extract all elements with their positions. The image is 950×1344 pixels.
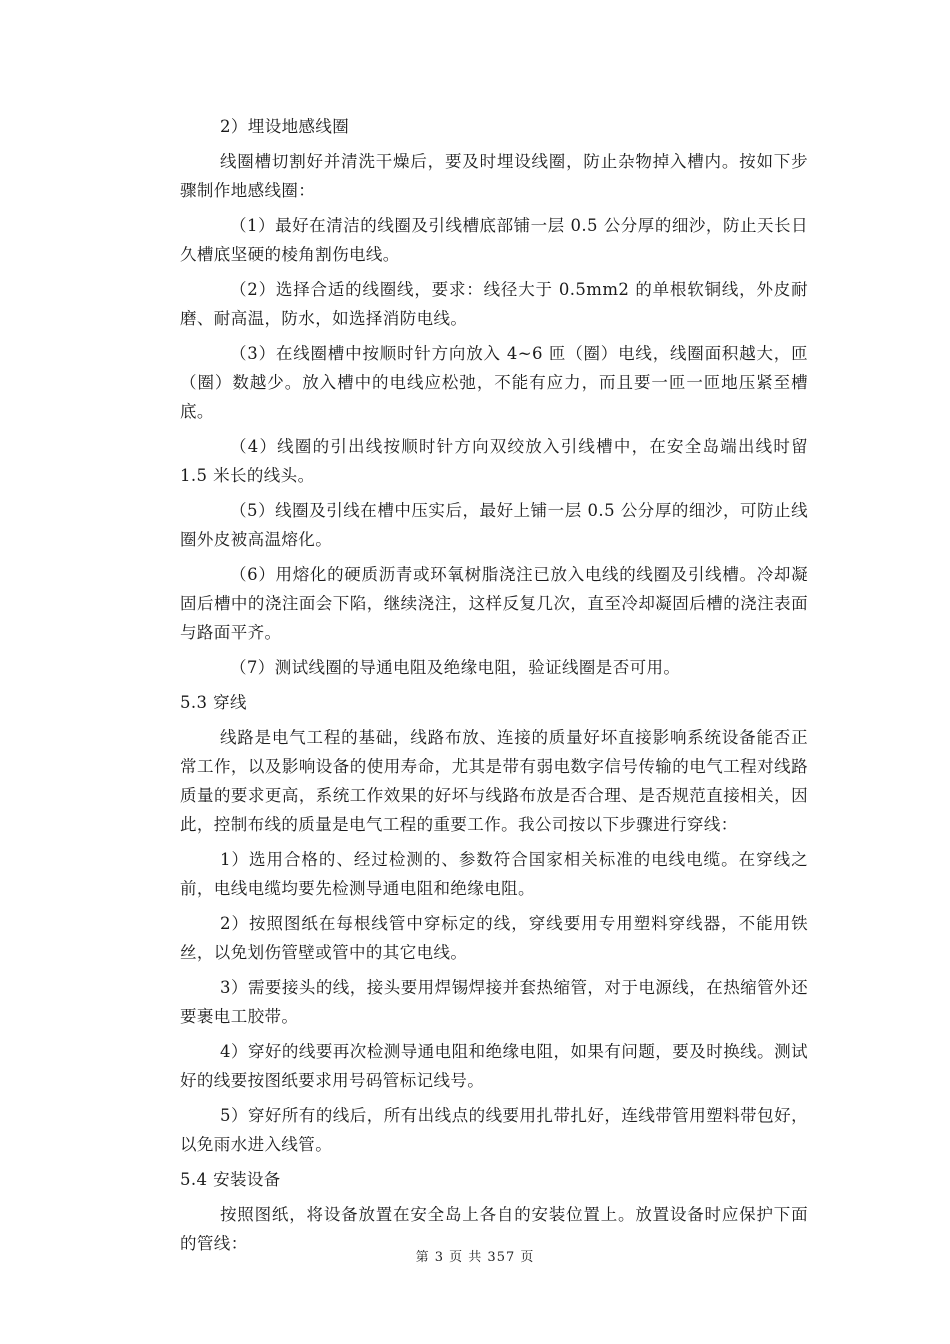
paragraph: 线路是电气工程的基础，线路布放、连接的质量好坏直接影响系统设备能否正常工作，以及影响设备的使用寿命，尤其是带有弱电数字信号传输的电气工程对线路质量的要求更高，系统工作效果的好坏与线路布放是否合理、是否规范直接相关，因此，控制布线的质量是电气工程的重要工作。我公司按以下步骤进行穿线： bbox=[180, 728, 808, 834]
list-item: 2）按照图纸在每根线管中穿标定的线，穿线要用专用塑料穿线器，不能用铁丝，以免划伤管壁或管中的其它电线。 bbox=[180, 914, 808, 962]
list-item: （4）线圈的引出线按顺时针方向双绞放入引线槽中，在安全岛端出线时留 1.5 米长的线头。 bbox=[180, 437, 808, 485]
list-item: 5）穿好所有的线后，所有出线点的线要用扎带扎好，连线带管用塑料带包好，以免雨水进入线管。 bbox=[180, 1106, 808, 1154]
list-item: （1）最好在清洁的线圈及引线槽底部铺一层 0.5 公分厚的细沙，防止天长日久槽底坚硬的棱角割伤电线。 bbox=[180, 216, 808, 264]
section-heading: 5.3 穿线 bbox=[180, 693, 247, 712]
list-item: 4）穿好的线要再次检测导通电阻和绝缘电阻，如果有问题，要及时换线。测试好的线要按图纸要求用号码管标记线号。 bbox=[180, 1042, 808, 1090]
list-item: （3）在线圈槽中按顺时针方向放入 4~6 匝（圈）电线，线圈面积越大，匝（圈）数越少。放入槽中的电线应松弛，不能有应力，而且要一匝一匝地压紧至槽底。 bbox=[180, 344, 808, 421]
paragraph: 按照图纸，将设备放置在安全岛上各自的安装位置上。放置设备时应保护下面的管线： bbox=[180, 1205, 808, 1253]
paragraph: 线圈槽切割好并清洗干燥后，要及时埋设线圈，防止杂物掉入槽内。按如下步骤制作地感线圈： bbox=[180, 152, 808, 200]
list-item: （7）测试线圈的导通电阻及绝缘电阻，验证线圈是否可用。 bbox=[230, 658, 681, 677]
page-footer: 第 3 页 共 357 页 bbox=[415, 1250, 535, 1265]
list-item: （5）线圈及引线在槽中压实后，最好上铺一层 0.5 公分厚的细沙，可防止线圈外皮被高温熔化。 bbox=[180, 501, 808, 549]
document-body bbox=[180, 112, 808, 1264]
list-item: 3）需要接头的线，接头要用焊锡焊接并套热缩管，对于电源线，在热缩管外还要裹电工胶带。 bbox=[180, 978, 808, 1026]
list-item: 1）选用合格的、经过检测的、参数符合国家相关标准的电线电缆。在穿线之前，电线电缆均要先检测导通电阻和绝缘电阻。 bbox=[180, 850, 808, 898]
list-item: （6）用熔化的硬质沥青或环氧树脂浇注已放入电线的线圈及引线槽。冷却凝固后槽中的浇注面会下陷，继续浇注，这样反复几次，直至冷却凝固后槽的浇注表面与路面平齐。 bbox=[180, 565, 808, 642]
subsection-heading: 2）埋设地感线圈 bbox=[220, 117, 350, 136]
list-item: （2）选择合适的线圈线，要求：线径大于 0.5mm2 的单根软铜线，外皮耐磨、耐高温，防水，如选择消防电线。 bbox=[180, 280, 808, 328]
section-heading: 5.4 安装设备 bbox=[180, 1170, 281, 1189]
